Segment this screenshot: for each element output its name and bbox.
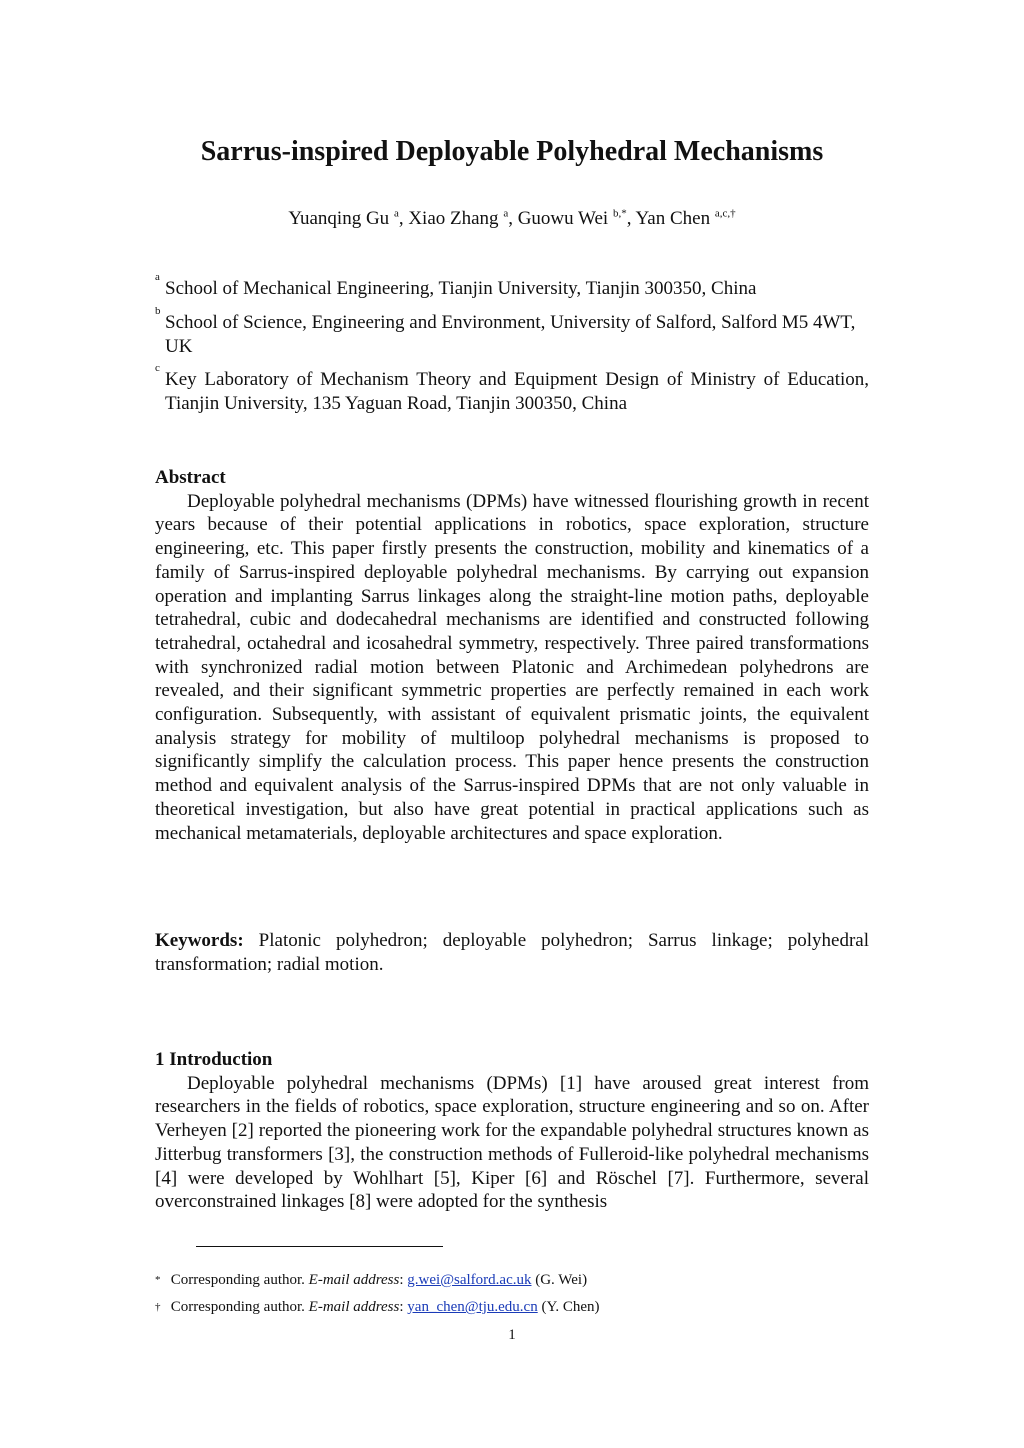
- email-link[interactable]: g.wei@salford.ac.uk: [407, 1272, 532, 1288]
- author-affiliation-mark: a: [393, 207, 399, 220]
- affiliation-text: School of Mechanical Engineering, Tianjin University, Tianjin 300350, China: [165, 278, 757, 299]
- author-separator: ,: [508, 208, 518, 229]
- footnote-prefix: Corresponding author.: [170, 1272, 309, 1288]
- author-name: Xiao Zhang: [408, 208, 499, 229]
- abstract-heading: Abstract: [155, 467, 226, 488]
- keywords-label: Keywords:: [155, 930, 244, 951]
- page-number: 1: [508, 1327, 516, 1343]
- introduction-text: Deployable polyhedral mechanisms (DPMs) [1] have aroused great interest from researchers in the fields of robotics, space exploration, structure engineering and so on. After Verheyen [2] reported the pioneering work for the expandable polyhedral structures known as Jitterbug transformers [3], the construction methods of Fulleroid-like polyhedral mechanisms [4] were developed by Wohlhart [5], Kiper [6] and Röschel [7]. Furthermore, several overconstrained linkages [8] were adopted for the synthesis: [155, 1072, 869, 1213]
- footnote-suffix: (G. Wei): [531, 1272, 588, 1288]
- footnote-2: [155, 1298, 600, 1316]
- affiliation-text: School of Science, Engineering and Environment, University of Salford, Salford M5 4WT, UK: [165, 312, 856, 357]
- author-separator: ,: [398, 208, 409, 229]
- footnote-colon: :: [399, 1272, 408, 1288]
- introduction-heading: 1 Introduction: [155, 1049, 273, 1070]
- author-name: Yuanqing Gu: [288, 208, 390, 229]
- affiliation-b: b School of Science, Engineering and Environment, University of Salford, Salford M5 4WT, UK: [155, 311, 869, 359]
- footnote-colon: :: [399, 1299, 408, 1315]
- paper-title: Sarrus-inspired Deployable Polyhedral Mechanisms: [200, 136, 824, 167]
- footnote-prefix: Corresponding author.: [170, 1299, 309, 1315]
- footnote-divider: [196, 1246, 443, 1247]
- author-affiliation-mark: a,c,†: [714, 207, 736, 220]
- footnote-suffix: (Y. Chen): [537, 1299, 600, 1315]
- affiliation-text: Key Laboratory of Mechanism Theory and Equipment Design of Ministry of Education, Tianjin University, 135 Yaguan Road, Tianjin 300350, China: [165, 369, 869, 414]
- affiliation-a: a School of Mechanical Engineering, Tianjin University, Tianjin 300350, China: [155, 277, 869, 301]
- introduction-section: [155, 1048, 869, 1214]
- author-affiliation-mark: b,*: [612, 207, 627, 220]
- author-name: Guowu Wei: [517, 208, 609, 229]
- abstract-text: Deployable polyhedral mechanisms (DPMs) have witnessed flourishing growth in recent years because of their potential applications in robotics, space exploration, structure engineering, etc. This paper firstly presents the construction, mobility and kinematics of a family of Sarrus-inspired deployable polyhedral mechanisms. By carrying out expansion operation and implanting Sarrus linkages along the straight-line motion paths, deployable tetrahedral, cubic and dodecahedral mechanisms are identified and constructed following tetrahedral, octahedral and icosahedral symmetry, respectively. Three paired transformations with synchronized radial motion between Platonic and Archimedean polyhedrons are revealed, and their significant symmetric properties are perfectly remained in each work configuration. Subsequently, with assistant of equivalent prismatic joints, the equivalent analysis strategy for mobility of multiloop polyhedral mechanisms is proposed to significantly simplify the calculation process. This paper hence presents the construction method and equivalent analysis of the Sarrus-inspired DPMs that are not only valuable in theoretical investigation, but also have great potential in practical applications such as mechanical metamaterials, deployable architectures and space exploration.: [155, 490, 869, 844]
- author-affiliation-mark: a: [503, 207, 509, 220]
- abstract-section: [155, 466, 869, 845]
- footnote-symbol: *: [155, 1274, 161, 1286]
- footnote-label: E-mail address: [308, 1272, 400, 1288]
- keywords-text: Platonic polyhedron; deployable polyhedron; Sarrus linkage; polyhedral transformation; radial motion.: [155, 930, 870, 975]
- footnote-label: E-mail address: [308, 1299, 400, 1315]
- footnote-symbol: †: [155, 1301, 161, 1313]
- keywords-section: [155, 929, 869, 976]
- email-link[interactable]: yan_chen@tju.edu.cn: [407, 1299, 538, 1315]
- author-name: Yan Chen: [635, 208, 711, 229]
- author-list: [0, 208, 1024, 230]
- affiliation-c: c Key Laboratory of Mechanism Theory and Equipment Design of Ministry of Education, Tianjin University, 135 Yaguan Road, Tianjin 300350, China: [155, 362, 869, 414]
- footnote-1: [155, 1271, 587, 1289]
- author-separator: ,: [626, 208, 636, 229]
